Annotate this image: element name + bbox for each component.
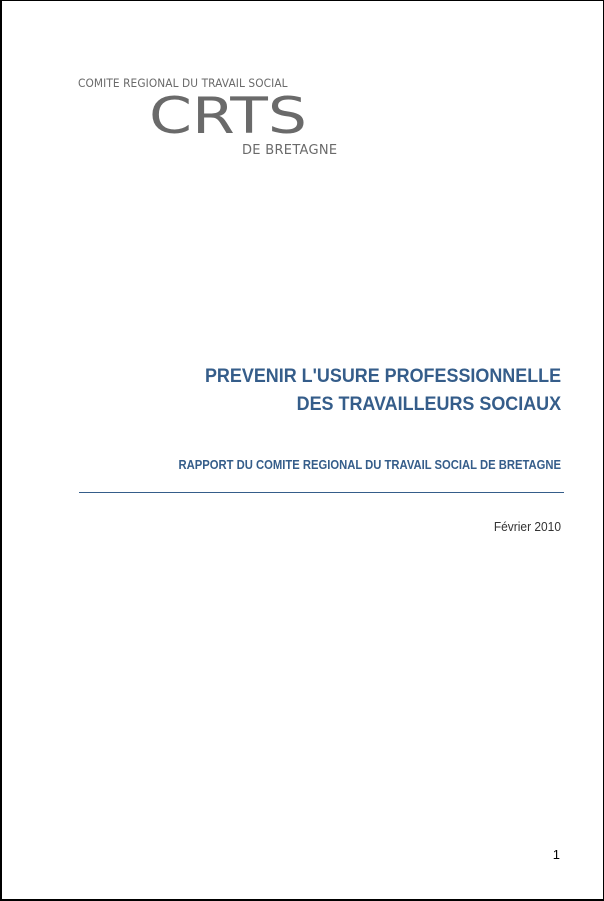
crts-logo — [74, 71, 364, 166]
title-line-2: DES TRAVAILLEURS SOCIAUX — [296, 393, 561, 415]
title-line-1: PREVENIR L'USURE PROFESSIONNELLE — [204, 365, 561, 387]
document-date: Février 2010 — [493, 519, 561, 534]
document-title — [205, 362, 561, 418]
document-subtitle: RAPPORT DU COMITE REGIONAL DU TRAVAIL SOCIAL DE BRETAGNE — [178, 458, 561, 472]
logo-bottom-text: DE BRETAGNE — [242, 143, 338, 158]
logo-mark — [149, 89, 309, 139]
logo-top-text: COMITE REGIONAL DU TRAVAIL SOCIAL — [78, 76, 288, 90]
page-number: 1 — [552, 847, 560, 862]
divider-line — [79, 492, 564, 493]
logo-mark-text: CRTS — [149, 89, 307, 139]
